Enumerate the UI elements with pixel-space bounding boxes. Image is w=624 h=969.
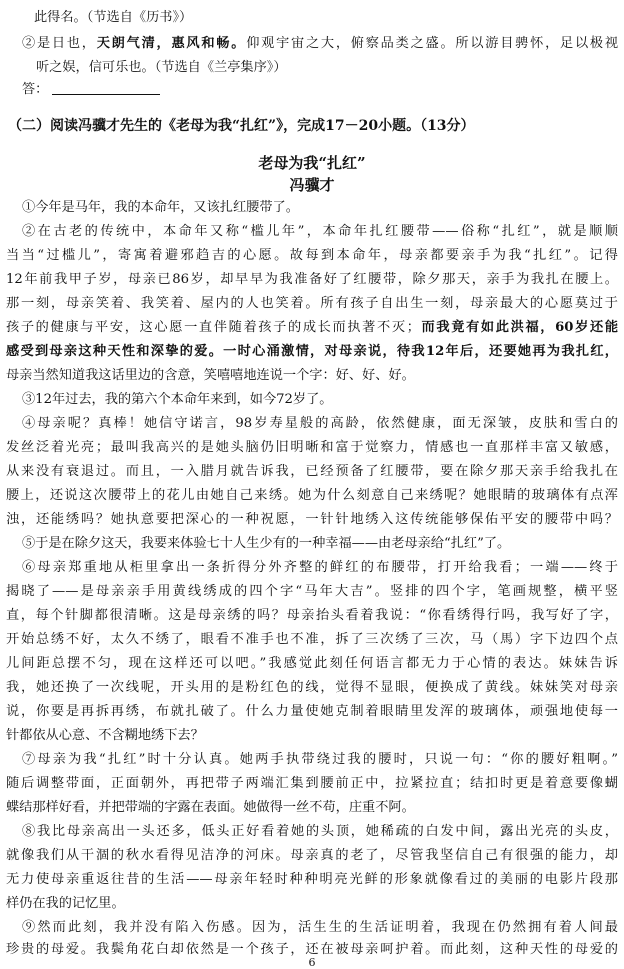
para-line: 发丝泛着光亮；最叫我高兴的是她头脑仍旧明晰和富于觉察力，情感也一直那样丰富又敏感， bbox=[6, 440, 618, 455]
para-line: 腰上，还说这次腰带上的花儿由她自己来绣。她为什么刻意自己来绣呢？她眼睛的玻璃体有点浑 bbox=[6, 488, 618, 503]
para-line: ⑤于是在除夕这天，我要来体验七十人生少有的一种幸福——由老母亲给“扎红”了。 bbox=[22, 536, 511, 551]
para-line: 从来没有衰退过。而且，一入腊月就告诉我，已经预备了红腰带，要在除夕那天亲手给我扎在 bbox=[6, 464, 618, 479]
para-line: ⑥母亲郑重地从柜里拿出一条折得分外齐整的鲜红的布腰带，打开给我看；一端——终于 bbox=[22, 560, 618, 575]
excerpt-line-2: ②是日也，天朗气清，惠风和畅。仰观宇宙之大，俯察品类之盛。所以游目骋怀，足以极视 bbox=[22, 36, 618, 51]
para-line: ⑧我比母亲高出一头还多，低头正好看着她的头顶，她稀疏的白发中间，露出光亮的头皮， bbox=[22, 824, 618, 839]
para-line: 儿间距总摆不匀，现在这样还可以吧。”我感觉此刻任何语言都无力于心情的表达。妹妹告诉 bbox=[6, 656, 618, 671]
para-line: 蝶结那样好看，并把带端的字露在表面。她做得一丝不苟，庄重不阿。 bbox=[6, 800, 415, 815]
para-line: 就像我们从干涸的秋水看得见洁净的河床。母亲真的老了，尽管我坚信自己有很强的能力，却 bbox=[6, 848, 618, 863]
para-line: 开始总绣不好，太久不绣了，眼看不准手也不准，拆了三次绣了三次，马（馬）字下边四个点 bbox=[6, 632, 618, 647]
para-line: 12年前我甲子岁，母亲已86岁，却早早为我准备好了红腰带，除夕那天，亲手为我扎在腰上。 bbox=[6, 272, 618, 287]
para-line: ③12年过去，我的第六个本命年来到，如今72岁了。 bbox=[22, 392, 333, 407]
para-line: 样仍在我的记忆里。 bbox=[6, 896, 125, 911]
answer-row bbox=[22, 80, 322, 100]
para-line: 我，她还换了一次线呢，开头用的是粉红色的线，觉得不显眼，便换成了黄线。妹妹笑对母亲 bbox=[6, 680, 618, 695]
page-number: 6 bbox=[308, 956, 316, 969]
answer-blank bbox=[52, 80, 160, 95]
excerpt-line-3: 听之娱，信可乐也。（节选自《兰亭集序》） bbox=[36, 60, 287, 75]
excerpt-line-1: 此得名。（节选自《历书》） bbox=[34, 10, 193, 25]
para-line: 揭晓了——是母亲亲手用黄线绣成的四个字“马年大吉”。竖排的四个字，笔画规整，横平竖 bbox=[6, 584, 618, 599]
para-line: ⑦母亲为我“扎红”时十分认真。她两手执带绕过我的腰时，只说一句：“你的腰好粗啊。” bbox=[22, 752, 618, 767]
para-line: 浊，还能绣吗？她执意要把深心的一种祝愿，一针针地绣入这传统能够保佑平安的腰带中吗？ bbox=[6, 512, 618, 527]
para-line: ④母亲呢？真棒！她信守诺言，98岁寿星般的高龄，依然健康，面无深皱，皮肤和雪白的 bbox=[22, 416, 618, 431]
para-line: 孩子的健康与平安，这心愿一直伴随着孩子的成长而执著不灭；而我竟有如此洪福，60岁还能 bbox=[6, 320, 618, 335]
para-line: 随后调整带面，正面朝外，再把带子两端汇集到腰前正中，拉紧拉直；结扣时更是着意要像蝴 bbox=[6, 776, 618, 791]
answer-label: 答： bbox=[22, 82, 49, 97]
para-line: 那一刻，母亲笑着、我笑着、屋内的人也笑着。所有孩子自出生一刻，母亲最大的心愿莫过于 bbox=[6, 296, 618, 311]
para-line: 当当“过槛儿”，寄寓着避邪趋吉的心愿。故每到本命年，母亲都要亲手为我“扎红”。记得 bbox=[6, 248, 618, 263]
para-line: ①今年是马年，我的本命年，又该扎红腰带了。 bbox=[22, 200, 299, 215]
para-line: ⑨然而此刻，我并没有陷入伤感。因为，活生生的生活证明着，我现在仍然拥有着人间最 bbox=[22, 920, 618, 935]
article-title: 老母为我“扎红” bbox=[258, 154, 366, 172]
section-heading: （二）阅读冯骥才先生的《老母为我“扎红”》，完成17－20小题。（13分） bbox=[8, 118, 475, 134]
para-line: 针都依从心意、不含糊地绣下去？ bbox=[6, 728, 204, 743]
article-author: 冯骥才 bbox=[289, 176, 335, 194]
para-line-bold: 感受到母亲这种天性和深挚的爱。一时心涌激情，对母亲说，待我12年后，还要她再为我扎红， bbox=[6, 344, 618, 359]
para-line: 母亲当然知道我这话里边的含意，笑嘻嘻地连说一个字：好、好、好。 bbox=[6, 368, 415, 383]
para-line: 无力使母亲重返往昔的生活——母亲年轻时种种明亮光鲜的形象就像看过的美丽的电影片段那 bbox=[6, 872, 618, 887]
para-line: 说，你要是再拆再绣，布就扎破了。什么力量使她克制着眼睛里发浑的玻璃体，顽强地使每一 bbox=[6, 704, 618, 719]
para-line: ②在古老的传统中，本命年又称“槛儿年”，本命年扎红腰带——俗称“扎红”，就是顺顺 bbox=[22, 224, 618, 239]
para-line: 珍贵的母爱。我鬓角花白却依然是一个孩子，还在被母亲呵护着。而此刻，这种天性的母爱的 bbox=[6, 942, 618, 957]
para-line: 直，每个针脚都很清晰。这是母亲绣的吗？母亲抬头看着我说：“你看绣得行吗，我写好了字， bbox=[6, 608, 618, 623]
